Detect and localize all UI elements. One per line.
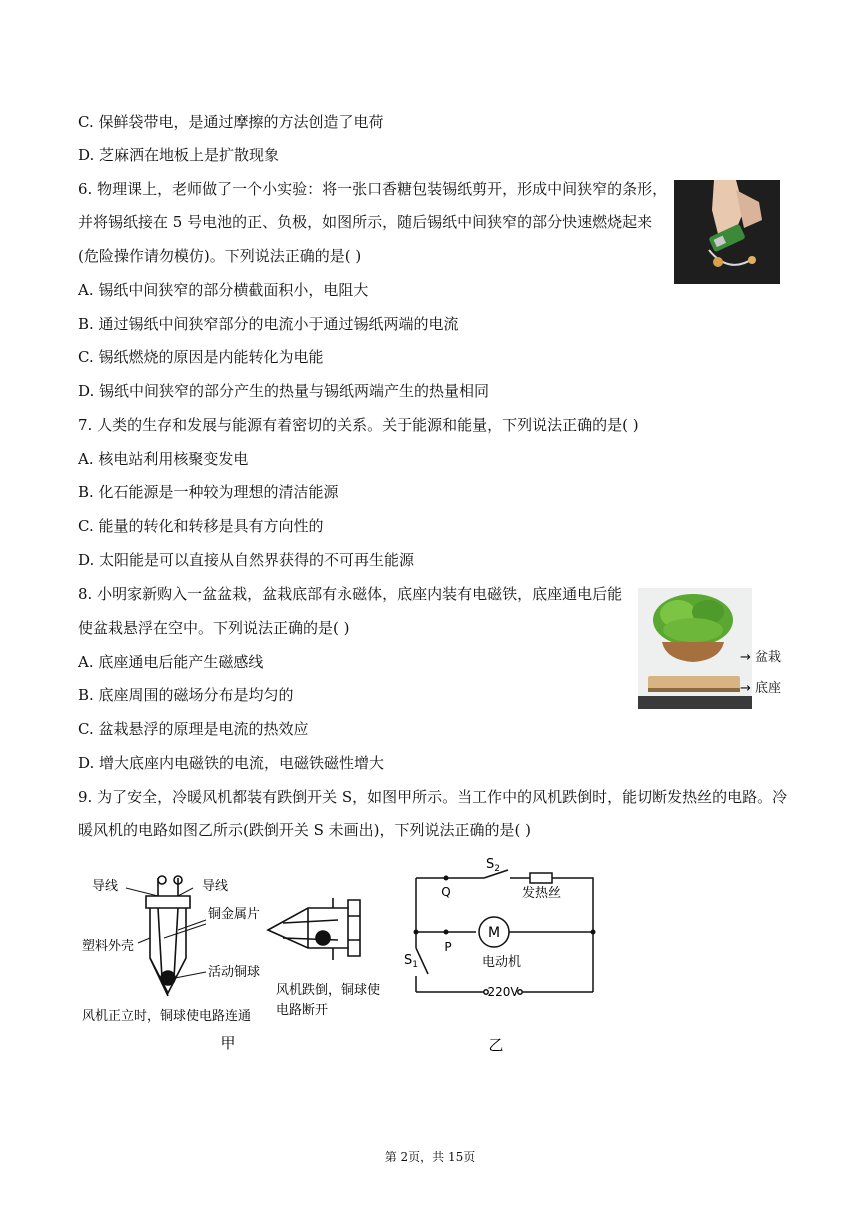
tilt-switch-diagram bbox=[78, 868, 398, 1058]
copper-ball-label: 活动铜球 bbox=[208, 965, 261, 980]
question-8-line-1: 8. 小明家新购入一盆盆栽，盆栽底部有永磁体，底座内装有电磁铁，底座通电后能 bbox=[78, 585, 623, 603]
question-9-line-1: 9. 为了安全，冷暖风机都装有跌倒开关 S，如图甲所示。当工作中的风机跌倒时，能切断发热丝的电路。冷 bbox=[78, 788, 788, 806]
option-6b: B. 通过锡纸中间狭窄部分的电流小于通过锡纸两端的电流 bbox=[78, 315, 459, 333]
page-footer: 第 2页，共 15页 bbox=[384, 1150, 476, 1164]
option-8d: D. 增大底座内电磁铁的电流，电磁铁磁性增大 bbox=[78, 754, 385, 772]
option-7d: D. 太阳能是可以直接从自然界获得的不可再生能源 bbox=[78, 551, 415, 569]
option-8b: B. 底座周围的磁场分布是均匀的 bbox=[78, 686, 294, 704]
question-6-line-1: 6. 物理课上，老师做了一个小实验：将一张口香糖包装锡纸剪开，形成中间狭窄的条形， bbox=[78, 180, 668, 198]
question-9-line-2: 暖风机的电路如图乙所示(跌倒开关 S 未画出)，下列说法正确的是( ) bbox=[78, 821, 531, 839]
question-6-line-3: (危险操作请勿模仿)。下列说法正确的是( ) bbox=[78, 247, 362, 265]
p-label: P bbox=[444, 940, 452, 954]
base-label: → 底座 bbox=[740, 681, 782, 696]
option-7a: A. 核电站利用核聚变发电 bbox=[78, 450, 249, 468]
fall-caption-1: 风机跌倒，铜球使 bbox=[276, 983, 381, 998]
option-5c: C. 保鲜袋带电，是通过摩擦的方法创造了电荷 bbox=[78, 113, 384, 131]
option-6a: A. 锡纸中间狭窄的部分横截面积小，电阻大 bbox=[78, 281, 369, 299]
option-7c: C. 能量的转化和转移是具有方向性的 bbox=[78, 517, 324, 535]
question-6-line-2: 并将锡纸接在 5 号电池的正、负极，如图所示，随后锡纸中间狭窄的部分快速燃烧起来 bbox=[78, 213, 653, 231]
option-7b: B. 化石能源是一种较为理想的清洁能源 bbox=[78, 483, 339, 501]
circuit-diagram bbox=[398, 852, 610, 1056]
tinfoil-battery-photo bbox=[674, 180, 780, 284]
s1-label: $S_1$ bbox=[404, 953, 418, 970]
tinfoil-battery-image bbox=[674, 180, 780, 284]
upright-switch-drawing bbox=[146, 876, 190, 996]
option-6c: C. 锡纸燃烧的原因是内能转化为电能 bbox=[78, 348, 324, 366]
wire-left-label: 导线 bbox=[91, 879, 118, 894]
voltage-label: 220V bbox=[487, 985, 519, 999]
figure-jia-title: 甲 bbox=[220, 1034, 236, 1052]
option-8a: A. 底座通电后能产生磁感线 bbox=[78, 653, 264, 671]
fallen-switch-drawing bbox=[268, 898, 360, 960]
question-7: 7. 人类的生存和发展与能源有着密切的关系。关于能源和能量，下列说法正确的是( ) bbox=[78, 416, 639, 434]
option-8c: C. 盆栽悬浮的原理是电流的热效应 bbox=[78, 720, 309, 738]
q-label: Q bbox=[441, 885, 451, 899]
node-p bbox=[444, 930, 449, 935]
upright-caption: 风机正立时，铜球使电路连通 bbox=[82, 1009, 252, 1024]
fall-caption-2: 电路断开 bbox=[276, 1003, 329, 1018]
motor-symbol: M bbox=[487, 925, 501, 941]
option-6d: D. 锡纸中间狭窄的部分产生的热量与锡纸两端产生的热量相同 bbox=[78, 382, 490, 400]
s2-label: $S_2$ bbox=[486, 857, 500, 874]
pot-label: → 盆栽 bbox=[740, 650, 782, 665]
question-8-line-2: 使盆栽悬浮在空中。下列说法正确的是( ) bbox=[78, 619, 350, 637]
levitating-plant-photo bbox=[638, 588, 752, 709]
levitating-plant-image bbox=[638, 588, 752, 709]
heater-label: 发热丝 bbox=[522, 886, 562, 901]
copper-sheet-label: 铜金属片 bbox=[208, 907, 261, 922]
node-q bbox=[444, 876, 449, 881]
wire-right-label: 导线 bbox=[202, 879, 229, 894]
motor-label: 电动机 bbox=[482, 955, 522, 970]
option-5d: D. 芝麻洒在地板上是扩散现象 bbox=[78, 146, 280, 164]
figure-yi-title: 乙 bbox=[488, 1036, 504, 1054]
plastic-shell-label: 塑料外壳 bbox=[82, 939, 135, 954]
